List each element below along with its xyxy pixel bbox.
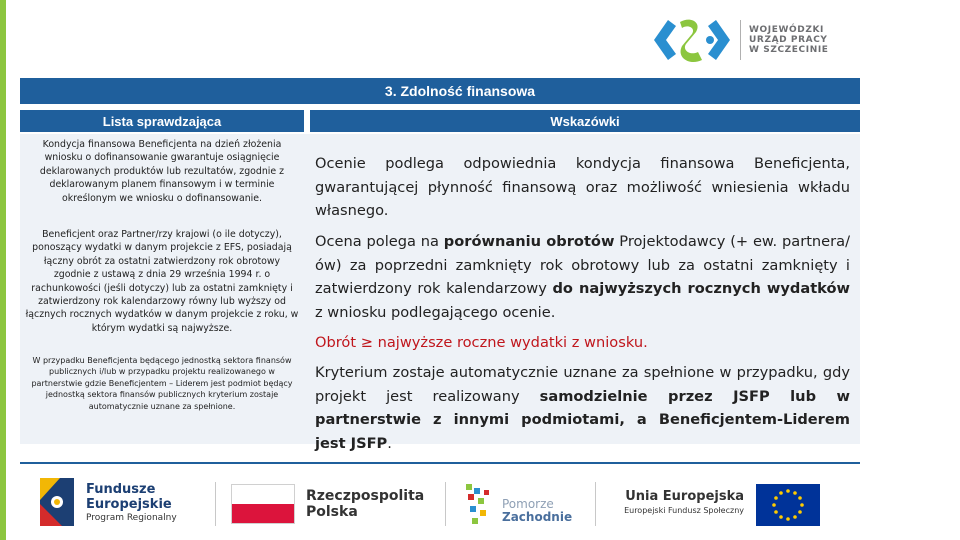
ue-line: Unia Europejska [625,489,744,504]
guidance-bold: do najwyższych rocznych wydatków [552,280,850,297]
guidance-text: z wniosku podlegającego ocenie. [315,303,556,321]
footer-divider [20,462,860,464]
checklist-item: Kondycja finansowa Beneficjenta na dzień złożenia wniosku o dofinansowanie gwarantuje osiągnięcie deklarowanych produktów lub rezultatów, zgodnie z deklarowanym planem finansowym i w terminie określonym we wniosku o dofinansowanie. [39,139,285,204]
column-header-guidance: Wskazówki [310,110,860,132]
column-header-checklist: Lista sprawdzająca [20,110,304,132]
guidance-text: Ocena polega na [315,233,444,250]
fundusze-europejskie-text [86,482,177,525]
logo-separator [215,482,216,526]
pz-line: Pomorze [502,497,554,511]
wup-logo [650,14,840,66]
guidance-bold: samodzielnie przez JSFP lub w partnerstwie z innymi podmiotami, a Beneficjentem-Liderem jest JSFP [315,387,850,452]
fe-line: Fundusze [86,482,156,497]
guidance-text: . [387,434,392,452]
wup-mark-icon [650,14,734,66]
guidance-paragraph [315,152,850,223]
pl-line: Polska [306,504,358,520]
checklist-item: Beneficjent oraz Partner/rzy krajowi (o ile dotyczy), ponoszący wydatki w danym projekcie z EFS, posiadają łączny obrót za ostatni zatwierdzony rok obrotowy zgodnie z ustawą z dnia 29 września 1994 r. o rachunkowości (jeśli dotyczy) lub za ostatni zamknięty i zatwierdzony rok kalendarzowy równy lub wyższy od łącznych rocznych wydatków w danym projekcie z roku, w którym wydatki są najwyższe. [25,229,299,334]
unia-europejska-text [612,488,744,516]
poland-flag-icon [231,484,295,524]
pomorze-zachodnie-text [502,498,572,524]
wup-line: URZĄD PRACY [749,35,828,45]
wup-text [749,25,829,55]
fe-line: Europejskie [86,497,172,512]
guidance-paragraph [315,230,850,324]
guidance-paragraph [315,361,850,455]
rzeczpospolita-polska-text [306,488,424,520]
guidance-text: Kryterium zostaje automatycznie uznane za spełnione w przypadku, gdy projekt jest realizowany [315,364,850,405]
eu-flag-icon [756,484,820,526]
wup-line: WOJEWÓDZKI [749,25,824,35]
footer-logos [0,470,960,540]
logo-separator [595,482,596,526]
guidance-text: Ocenie podlega odpowiednia kondycja finansowa Beneficjenta, gwarantującej płynność finansową oraz możliwość wniesienia wkładu własnego. [315,155,850,219]
accent-bar [0,0,6,540]
guidance-formula: Obrót ≥ najwyższe roczne wydatki z wniosku. [315,334,648,351]
section-title: 3. Zdolność finansowa [20,78,860,104]
wup-divider [740,20,741,60]
pomorze-zachodnie-icon [462,480,494,528]
pz-line: Zachodnie [502,510,573,524]
ue-line: Europejski Fundusz Społeczny [624,506,744,515]
guidance-bold: porównaniu obrotów [443,233,615,250]
fundusze-europejskie-icon [40,478,74,526]
fe-line: Program Regionalny [86,513,177,523]
wup-line: W SZCZECINIE [749,45,829,55]
logo-separator [445,482,446,526]
guidance-text: Projektodawcy (+ ew. partnera/ów) za poprzedni zamknięty rok obrotowy lub za ostatni zamknięty i zatwierdzony rok kalendarzowy [315,233,850,297]
pl-line: Rzeczpospolita [306,488,425,504]
checklist-item: W przypadku Beneficjenta będącego jednostką sektora finansów publicznych i/lub w przypadku projektu realizowanego w partnerstwie gdzie Beneficjentem – Liderem jest podmiot będący jednostką sektora finansów publicznych kryterium zostaje automatycznie uznane za spełnione. [31,356,293,411]
